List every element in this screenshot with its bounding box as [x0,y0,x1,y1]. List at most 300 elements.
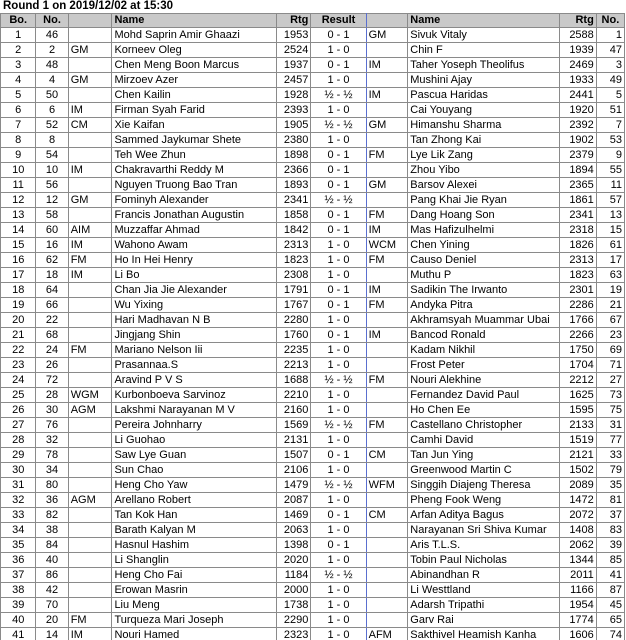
table-row [1,448,625,463]
white-start-number: 84 [36,538,68,553]
white-title: AIM [68,223,112,238]
white-rating: 1398 [277,538,311,553]
result: 1 - 0 [311,238,366,253]
black-title [366,553,408,568]
result: 1 - 0 [311,313,366,328]
white-start-number: 32 [36,433,68,448]
white-title: CM [68,118,112,133]
black-title [366,133,408,148]
table-row [1,403,625,418]
white-player-name: Aravind P V S [112,373,277,388]
white-rating: 1479 [277,478,311,493]
board-number: 1 [1,28,36,43]
white-start-number: 60 [36,223,68,238]
white-start-number: 70 [36,598,68,613]
white-player-name: Sun Chao [112,463,277,478]
white-rating: 2020 [277,553,311,568]
header-name-white: Name [112,14,277,28]
table-row [1,298,625,313]
black-rating: 1920 [560,103,596,118]
white-title: IM [68,103,112,118]
table-row [1,283,625,298]
black-player-name: Li Westtland [408,583,560,598]
black-rating: 1750 [560,343,596,358]
result: 0 - 1 [311,208,366,223]
board-number: 29 [1,448,36,463]
table-row [1,508,625,523]
result: 0 - 1 [311,538,366,553]
board-number: 5 [1,88,36,103]
white-title: IM [68,628,112,640]
black-start-number: 77 [596,433,624,448]
white-player-name: Chen Meng Boon Marcus [112,58,277,73]
black-start-number: 83 [596,523,624,538]
black-player-name: Sakthivel Heamish Kanha [408,628,560,640]
result: 1 - 0 [311,583,366,598]
white-start-number: 48 [36,58,68,73]
white-title [68,328,112,343]
table-row [1,73,625,88]
black-player-name: Nouri Alekhine [408,373,560,388]
black-rating: 1472 [560,493,596,508]
board-number: 30 [1,463,36,478]
white-title [68,298,112,313]
black-player-name: Barsov Alexei [408,178,560,193]
white-title: IM [68,268,112,283]
black-title: IM [366,58,408,73]
board-number: 12 [1,193,36,208]
white-title [68,538,112,553]
black-start-number: 67 [596,313,624,328]
black-start-number: 13 [596,208,624,223]
white-player-name: Francis Jonathan Augustin [112,208,277,223]
white-rating: 1569 [277,418,311,433]
white-rating: 1469 [277,508,311,523]
header-no-black: No. [596,14,624,28]
black-title: FM [366,373,408,388]
black-start-number: 33 [596,448,624,463]
table-row [1,538,625,553]
board-number: 7 [1,118,36,133]
white-rating: 2308 [277,268,311,283]
white-rating: 1507 [277,448,311,463]
black-rating: 2392 [560,118,596,133]
white-start-number: 18 [36,268,68,283]
white-title [68,478,112,493]
result: 1 - 0 [311,103,366,118]
table-row [1,583,625,598]
table-row [1,553,625,568]
table-row [1,598,625,613]
white-player-name: Barath Kalyan M [112,523,277,538]
white-start-number: 58 [36,208,68,223]
board-number: 33 [1,508,36,523]
black-start-number: 49 [596,73,624,88]
board-number: 2 [1,43,36,58]
white-player-name: Li Shanglin [112,553,277,568]
result: 1 - 0 [311,493,366,508]
white-rating: 2235 [277,343,311,358]
board-number: 22 [1,343,36,358]
white-player-name: Heng Cho Fai [112,568,277,583]
black-title [366,433,408,448]
result: ½ - ½ [311,418,366,433]
black-start-number: 39 [596,538,624,553]
header-rating-white: Rtg [277,14,311,28]
white-rating: 2290 [277,613,311,628]
white-rating: 2106 [277,463,311,478]
white-title [68,448,112,463]
black-player-name: Abinandhan R [408,568,560,583]
black-player-name: Causo Deniel [408,253,560,268]
white-title [68,583,112,598]
black-rating: 2365 [560,178,596,193]
black-title: FM [366,253,408,268]
black-title [366,598,408,613]
white-start-number: 8 [36,133,68,148]
white-player-name: Liu Meng [112,598,277,613]
black-player-name: Singgih Diajeng Theresa [408,478,560,493]
white-rating: 2087 [277,493,311,508]
white-rating: 2280 [277,313,311,328]
white-rating: 2393 [277,103,311,118]
white-start-number: 52 [36,118,68,133]
white-player-name: Mohd Saprin Amir Ghaazi [112,28,277,43]
black-rating: 2318 [560,223,596,238]
white-player-name: Chakravarthi Reddy M [112,163,277,178]
white-title [68,148,112,163]
black-title [366,403,408,418]
board-number: 6 [1,103,36,118]
white-rating: 1760 [277,328,311,343]
white-player-name: Prasannaa.S [112,358,277,373]
white-title [68,358,112,373]
white-player-name: Mirzoev Azer [112,73,277,88]
black-rating: 2441 [560,88,596,103]
table-row [1,433,625,448]
result: 1 - 0 [311,253,366,268]
result: 1 - 0 [311,73,366,88]
white-rating: 2366 [277,163,311,178]
header-name-black: Name [408,14,560,28]
black-title [366,193,408,208]
black-rating: 1939 [560,43,596,58]
black-title: FM [366,148,408,163]
white-player-name: Kurbonboeva Sarvinoz [112,388,277,403]
result: 0 - 1 [311,448,366,463]
result: ½ - ½ [311,193,366,208]
black-rating: 1606 [560,628,596,640]
white-rating: 1898 [277,148,311,163]
black-player-name: Muthu P [408,268,560,283]
white-title [68,433,112,448]
white-start-number: 72 [36,373,68,388]
white-start-number: 10 [36,163,68,178]
result: 1 - 0 [311,358,366,373]
black-start-number: 65 [596,613,624,628]
result: 1 - 0 [311,553,366,568]
white-player-name: Li Bo [112,268,277,283]
white-rating: 2380 [277,133,311,148]
white-player-name: Hari Madhavan N B [112,313,277,328]
black-player-name: Greenwood Martin C [408,463,560,478]
header-rating-black: Rtg [560,14,596,28]
white-title: AGM [68,493,112,508]
header-title-black [366,14,408,28]
result: 1 - 0 [311,598,366,613]
board-number: 28 [1,433,36,448]
table-row [1,568,625,583]
black-title [366,538,408,553]
table-row [1,358,625,373]
white-title: GM [68,73,112,88]
white-rating: 2341 [277,193,311,208]
header-board: Bo. [1,14,36,28]
white-start-number: 2 [36,43,68,58]
white-player-name: Li Guohao [112,433,277,448]
black-player-name: Frost Peter [408,358,560,373]
black-start-number: 71 [596,358,624,373]
white-title: GM [68,193,112,208]
white-title [68,523,112,538]
black-start-number: 5 [596,88,624,103]
white-rating: 1928 [277,88,311,103]
black-player-name: Andyka Pitra [408,298,560,313]
black-title: AFM [366,628,408,640]
black-title [366,313,408,328]
white-rating: 2160 [277,403,311,418]
white-player-name: Pereira Johnharry [112,418,277,433]
white-player-name: Hasnul Hashim [112,538,277,553]
black-start-number: 51 [596,103,624,118]
table-row [1,43,625,58]
white-start-number: 20 [36,613,68,628]
black-start-number: 41 [596,568,624,583]
board-number: 14 [1,223,36,238]
white-start-number: 28 [36,388,68,403]
white-rating: 1937 [277,58,311,73]
white-rating: 1905 [277,118,311,133]
white-player-name: Muzzaffar Ahmad [112,223,277,238]
board-number: 36 [1,553,36,568]
black-rating: 2469 [560,58,596,73]
result: 0 - 1 [311,148,366,163]
white-player-name: Wahono Awam [112,238,277,253]
white-start-number: 80 [36,478,68,493]
black-rating: 1894 [560,163,596,178]
board-number: 27 [1,418,36,433]
black-rating: 1902 [560,133,596,148]
black-start-number: 81 [596,493,624,508]
table-row [1,523,625,538]
board-number: 8 [1,133,36,148]
white-start-number: 64 [36,283,68,298]
white-start-number: 34 [36,463,68,478]
table-row [1,223,625,238]
board-number: 10 [1,163,36,178]
black-title: FM [366,208,408,223]
result: 0 - 1 [311,283,366,298]
table-row [1,418,625,433]
white-start-number: 56 [36,178,68,193]
result: 1 - 0 [311,403,366,418]
black-start-number: 27 [596,373,624,388]
black-start-number: 17 [596,253,624,268]
black-player-name: Garv Rai [408,613,560,628]
result: 1 - 0 [311,433,366,448]
black-rating: 1826 [560,238,596,253]
black-start-number: 31 [596,418,624,433]
table-row [1,208,625,223]
black-player-name: Kadam Nikhil [408,343,560,358]
white-title [68,58,112,73]
black-player-name: Adarsh Tripathi [408,598,560,613]
white-player-name: Firman Syah Farid [112,103,277,118]
black-title [366,103,408,118]
white-rating: 1184 [277,568,311,583]
white-title: WGM [68,388,112,403]
board-number: 41 [1,628,36,640]
board-number: 38 [1,583,36,598]
black-start-number: 69 [596,343,624,358]
black-rating: 2341 [560,208,596,223]
black-title: GM [366,118,408,133]
white-player-name: Chen Kailin [112,88,277,103]
black-title [366,163,408,178]
black-start-number: 63 [596,268,624,283]
black-title: IM [366,223,408,238]
white-start-number: 50 [36,88,68,103]
result: 1 - 0 [311,628,366,640]
black-title: FM [366,418,408,433]
black-title: FM [366,298,408,313]
board-number: 19 [1,298,36,313]
table-row [1,118,625,133]
board-number: 31 [1,478,36,493]
white-title [68,598,112,613]
black-rating: 1519 [560,433,596,448]
black-player-name: Ho Chen Ee [408,403,560,418]
result: 1 - 0 [311,463,366,478]
black-start-number: 74 [596,628,624,640]
table-row [1,58,625,73]
black-title: GM [366,28,408,43]
result: 0 - 1 [311,58,366,73]
board-number: 37 [1,568,36,583]
black-rating: 2212 [560,373,596,388]
white-title [68,508,112,523]
result: 0 - 1 [311,508,366,523]
board-number: 11 [1,178,36,193]
black-rating: 2266 [560,328,596,343]
table-row [1,148,625,163]
white-player-name: Teh Wee Zhun [112,148,277,163]
white-player-name: Ho In Hei Henry [112,253,277,268]
header-title-white [68,14,112,28]
black-start-number: 7 [596,118,624,133]
black-rating: 1774 [560,613,596,628]
white-start-number: 30 [36,403,68,418]
white-start-number: 82 [36,508,68,523]
table-row [1,178,625,193]
white-rating: 1688 [277,373,311,388]
black-start-number: 85 [596,553,624,568]
white-start-number: 22 [36,313,68,328]
black-start-number: 19 [596,283,624,298]
white-start-number: 78 [36,448,68,463]
black-title [366,568,408,583]
black-title: WCM [366,238,408,253]
board-number: 24 [1,373,36,388]
result: ½ - ½ [311,568,366,583]
white-rating: 2131 [277,433,311,448]
black-start-number: 3 [596,58,624,73]
black-title: WFM [366,478,408,493]
table-row [1,388,625,403]
white-start-number: 40 [36,553,68,568]
black-title: CM [366,448,408,463]
black-start-number: 21 [596,298,624,313]
white-start-number: 68 [36,328,68,343]
white-player-name: Saw Lye Guan [112,448,277,463]
table-row [1,313,625,328]
white-player-name: Tan Kok Han [112,508,277,523]
white-rating: 1738 [277,598,311,613]
black-player-name: Mas Hafizulhelmi [408,223,560,238]
white-title [68,88,112,103]
black-player-name: Bancod Ronald [408,328,560,343]
white-rating: 2524 [277,43,311,58]
board-number: 21 [1,328,36,343]
table-row [1,373,625,388]
table-row [1,88,625,103]
result: ½ - ½ [311,373,366,388]
white-title: AGM [68,403,112,418]
table-row [1,343,625,358]
black-rating: 1954 [560,598,596,613]
black-start-number: 9 [596,148,624,163]
black-rating: 1344 [560,553,596,568]
result: 0 - 1 [311,298,366,313]
black-rating: 1502 [560,463,596,478]
white-player-name: Korneev Oleg [112,43,277,58]
black-rating: 1823 [560,268,596,283]
black-start-number: 87 [596,583,624,598]
black-title [366,523,408,538]
result: ½ - ½ [311,118,366,133]
black-title [366,43,408,58]
board-number: 23 [1,358,36,373]
white-player-name: Jingjang Shin [112,328,277,343]
white-rating: 2323 [277,628,311,640]
white-start-number: 42 [36,583,68,598]
black-start-number: 23 [596,328,624,343]
white-rating: 1858 [277,208,311,223]
table-row [1,328,625,343]
result: 0 - 1 [311,178,366,193]
result: 0 - 1 [311,328,366,343]
black-player-name: Chen Yining [408,238,560,253]
white-title [68,568,112,583]
black-start-number: 15 [596,223,624,238]
black-start-number: 47 [596,43,624,58]
black-start-number: 55 [596,163,624,178]
result: 1 - 0 [311,43,366,58]
board-number: 18 [1,283,36,298]
black-player-name: Cai Youyang [408,103,560,118]
black-title [366,493,408,508]
white-rating: 1791 [277,283,311,298]
